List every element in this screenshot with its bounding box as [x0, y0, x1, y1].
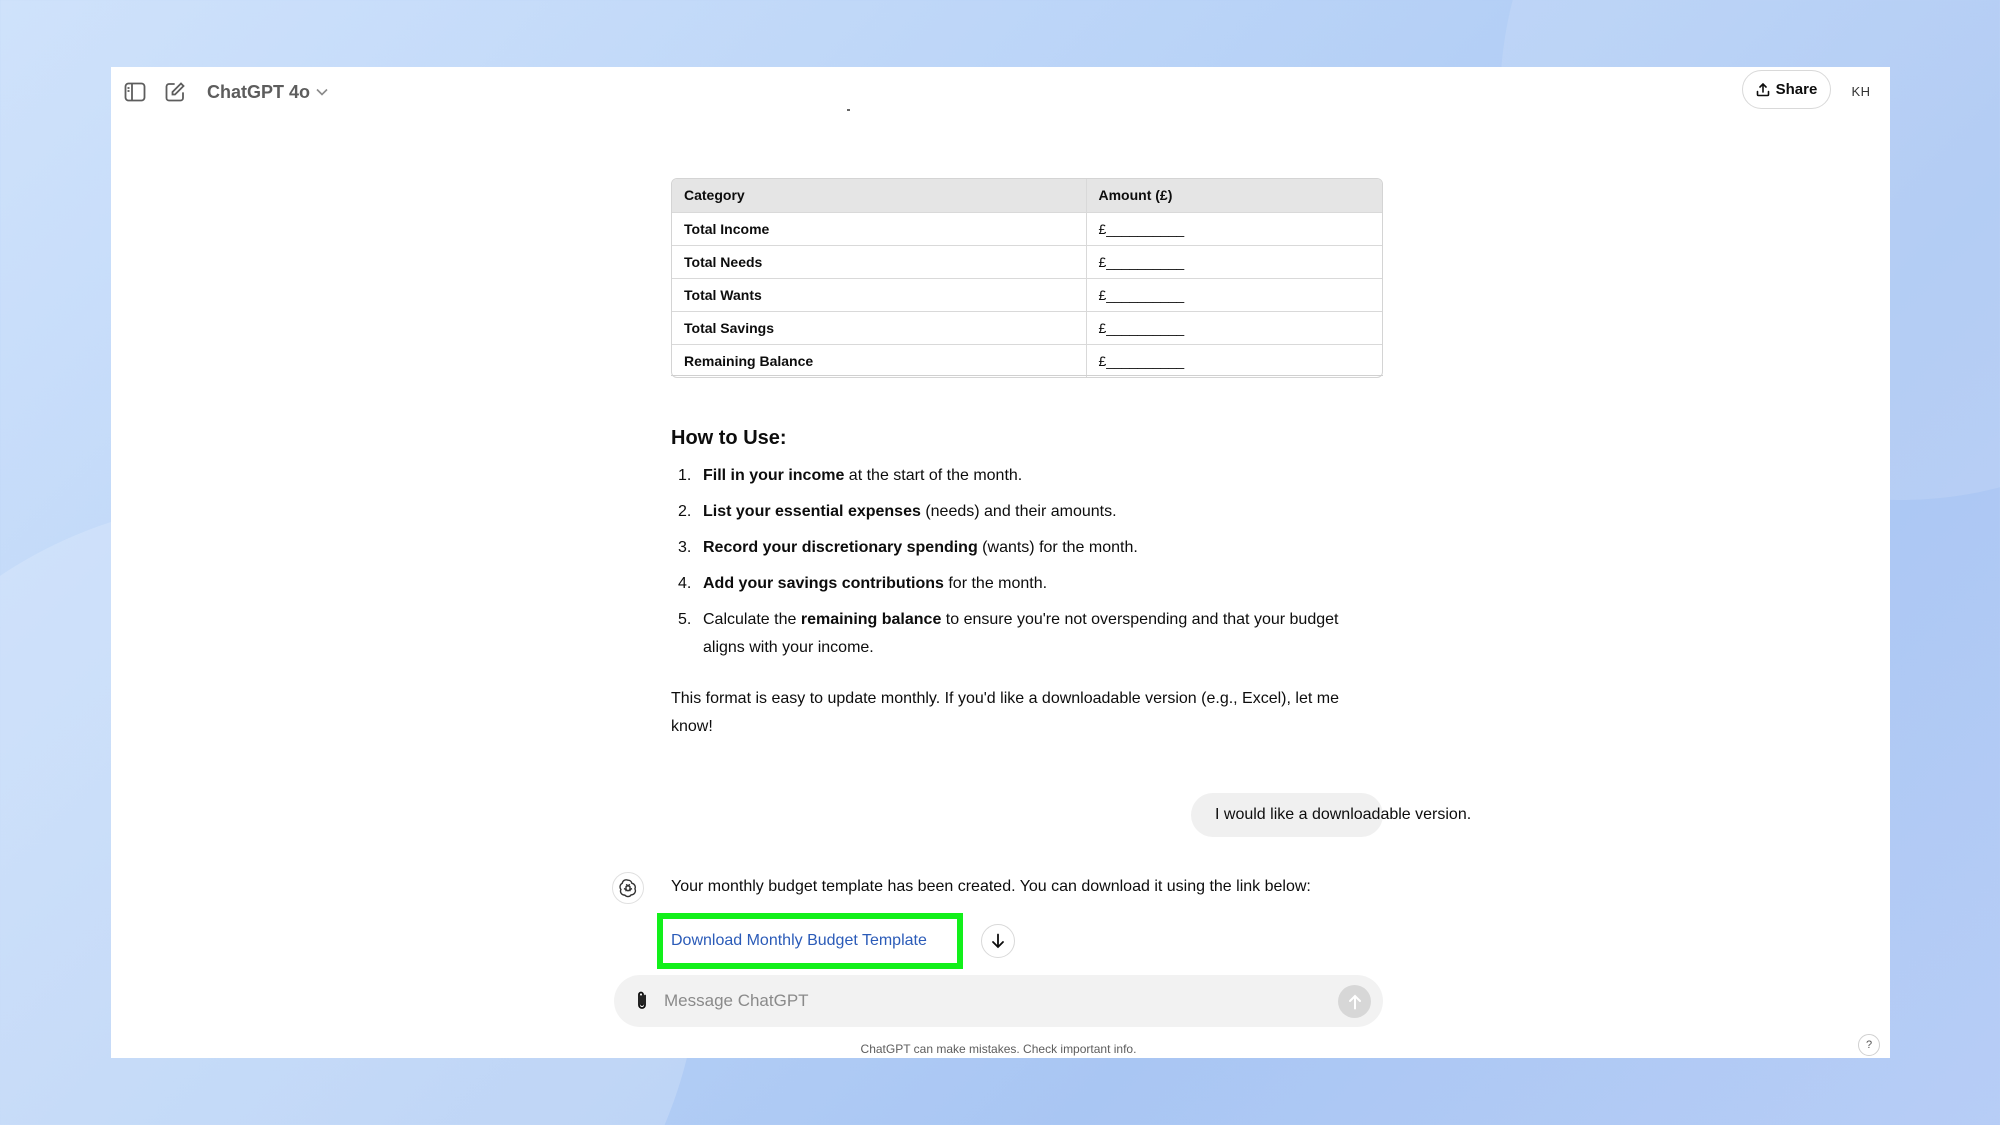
step-bold: Record your discretionary spending [703, 539, 978, 556]
openai-logo-icon [618, 878, 638, 898]
list-item [671, 462, 1383, 490]
category-cell: Total Savings [672, 311, 1086, 344]
download-template-link[interactable]: Download Monthly Budget Template [671, 932, 927, 949]
download-link-highlight [657, 913, 963, 969]
list-item [671, 570, 1383, 598]
user-message-bubble: I would like a downloadable version. [1191, 793, 1383, 837]
step-bold: Fill in your income [703, 467, 845, 484]
divider [671, 375, 1383, 376]
share-icon [1756, 83, 1770, 97]
column-header-amount: Amount (£) [1086, 179, 1382, 212]
send-button[interactable] [1338, 985, 1371, 1018]
table-row [672, 212, 1382, 245]
amount-cell: £__________ [1098, 352, 1185, 369]
category-cell: Remaining Balance [672, 344, 1086, 377]
send-arrow-icon [1348, 994, 1362, 1010]
chat-window [111, 67, 1890, 1058]
message-input[interactable] [664, 985, 1304, 1017]
step-text: to ensure you're not overspending and that your budget aligns with your income. [703, 611, 1339, 656]
list-item [671, 498, 1383, 526]
amount-cell: £__________ [1086, 278, 1382, 311]
list-item [671, 534, 1383, 562]
step-number: 2. [678, 503, 692, 520]
share-button[interactable] [1742, 70, 1831, 109]
chevron-down-icon [316, 88, 328, 96]
step-number: 4. [678, 575, 692, 592]
share-label: Share [1775, 81, 1818, 98]
category-cell: Total Needs [672, 245, 1086, 278]
avatar[interactable]: KH [1851, 83, 1871, 99]
help-button[interactable]: ? [1858, 1034, 1880, 1056]
attach-button[interactable] [628, 987, 656, 1015]
list-item [671, 606, 1383, 662]
message-composer [614, 975, 1383, 1027]
table-header-row [672, 179, 1382, 212]
step-bold: List your essential expenses [703, 503, 921, 520]
step-text: for the month. [943, 575, 1048, 592]
assistant-avatar [612, 872, 644, 904]
download-button[interactable] [981, 924, 1015, 958]
category-cell: Total Income [672, 212, 1086, 245]
category-cell: Total Wants [672, 278, 1086, 311]
amount-cell: £__________ [1086, 245, 1382, 278]
assistant-reply-text: Your monthly budget template has been created. You can download it using the link below: [671, 878, 1311, 895]
new-chat-button[interactable] [159, 76, 191, 108]
amount-cell: £__________ [1086, 212, 1382, 245]
column-header-category: Category [672, 179, 1086, 212]
step-text: (needs) and their amounts. [920, 503, 1117, 520]
table-row [672, 245, 1382, 278]
step-bold: remaining balance [800, 611, 942, 628]
conversation [111, 117, 1890, 1058]
top-bar [111, 67, 1890, 117]
paperclip-icon [634, 990, 650, 1012]
sidebar-toggle-icon [124, 82, 146, 102]
disclaimer-text: ChatGPT can make mistakes. Check important info. [860, 1042, 1137, 1056]
table-row [672, 311, 1382, 344]
step-text: at the start of the month. [844, 467, 1023, 484]
step-number: 1. [678, 467, 692, 484]
closing-paragraph: This format is easy to update monthly. If you'd like a downloadable version (e.g., Excel), let me know! [671, 690, 1339, 735]
download-arrow-icon [991, 933, 1005, 949]
summary-table [671, 178, 1383, 378]
table-row [672, 344, 1382, 377]
how-to-use-heading: How to Use: [671, 427, 787, 449]
sidebar-toggle-button[interactable] [119, 76, 151, 108]
step-bold: Add your savings contributions [703, 575, 944, 592]
amount-cell: £__________ [1086, 311, 1382, 344]
new-chat-icon [164, 81, 186, 103]
cropped-text-fragment [847, 109, 850, 111]
how-to-use-steps [671, 462, 1383, 670]
step-text: (wants) for the month. [977, 539, 1138, 556]
model-selector[interactable] [207, 76, 328, 108]
model-label: ChatGPT 4o [207, 81, 311, 102]
step-number: 5. [678, 611, 692, 628]
table-row [672, 278, 1382, 311]
step-text: Calculate the [703, 611, 801, 628]
step-number: 3. [678, 539, 692, 556]
